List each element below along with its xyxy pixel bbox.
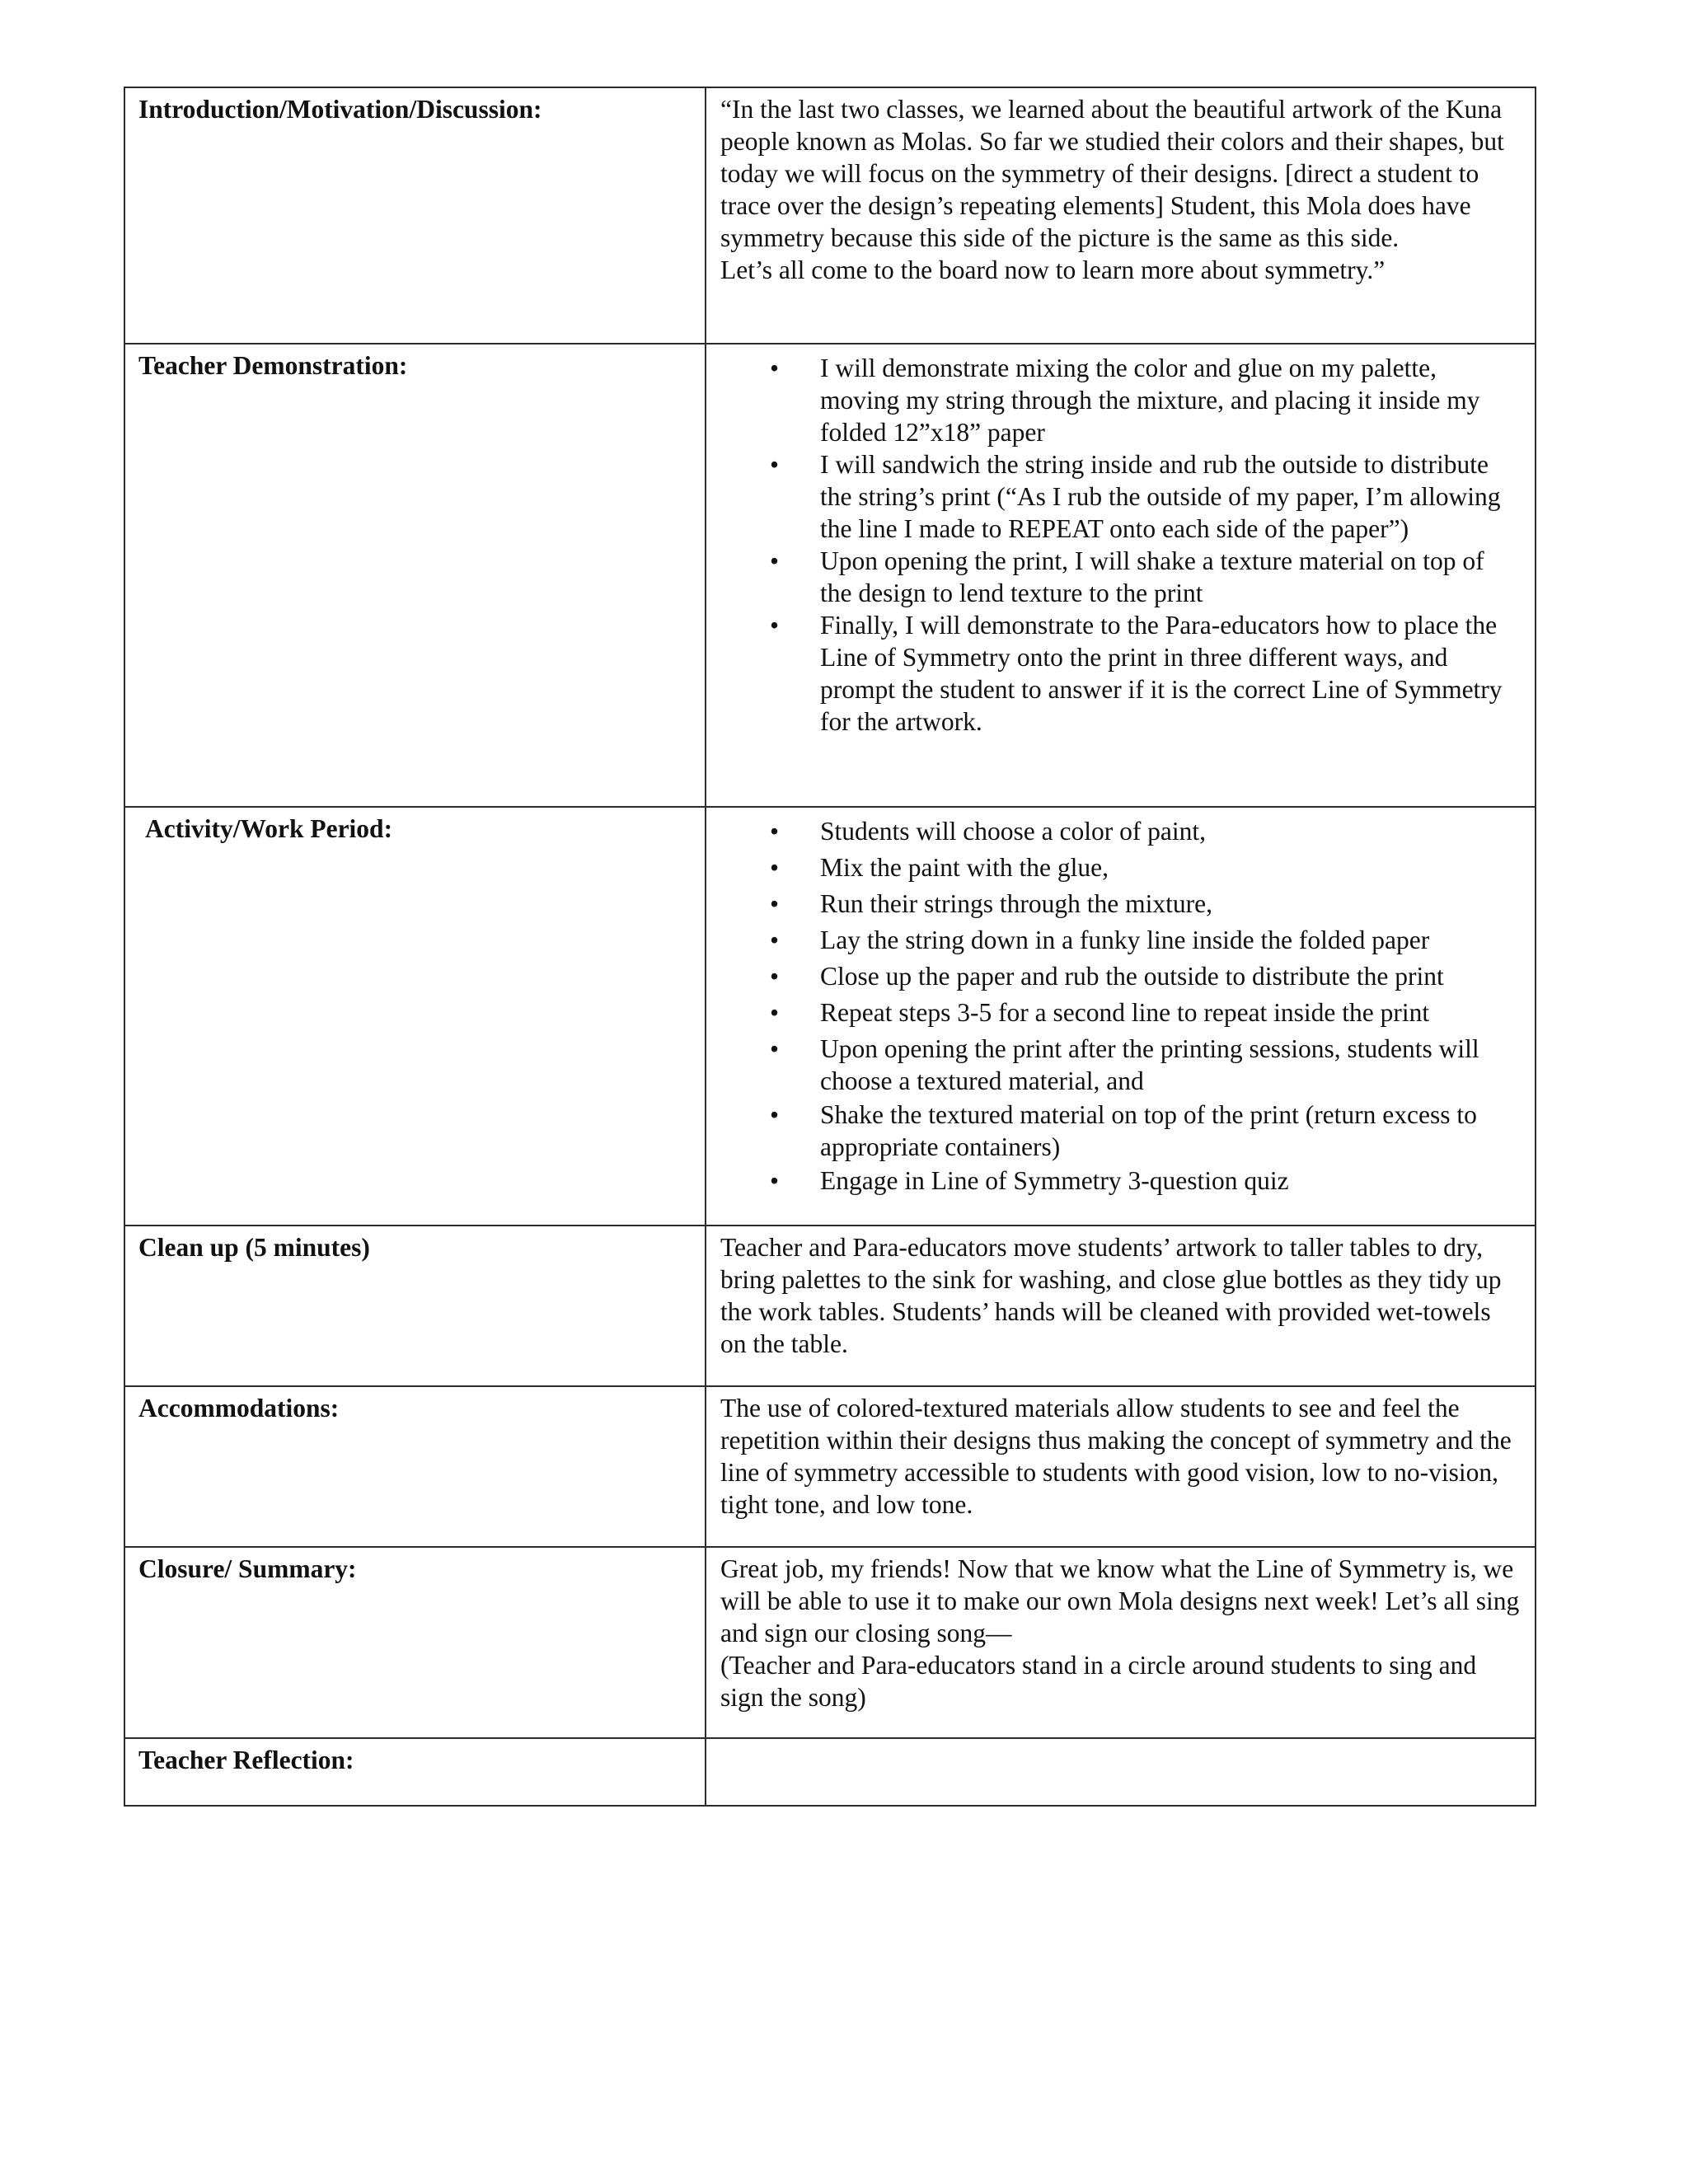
- row-label: Clean up (5 minutes): [124, 1226, 706, 1386]
- list-item-text: Mix the paint with the glue,: [820, 853, 1109, 882]
- list-item-text: I will demonstrate mixing the color and glue on my palette, moving my string through the mixture, and placing it inside my folded 12”x18” paper: [820, 354, 1480, 447]
- list-item: [720, 1099, 1520, 1163]
- bullet-icon: •: [770, 889, 780, 918]
- bullet-icon: •: [770, 354, 780, 382]
- bullet-icon: •: [770, 450, 780, 479]
- row-content: [706, 1547, 1536, 1738]
- list-item-text: Upon opening the print after the printing sessions, students will choose a textured material, and: [820, 1034, 1479, 1095]
- paragraph: The use of colored-textured materials allow students to see and feel the repetition within their designs thus making the concept of symmetry and the line of symmetry accessible to students with good vision, low to no-vision, tight tone, and low tone.: [720, 1394, 1512, 1519]
- row-content: [706, 1226, 1536, 1386]
- row-label: Accommodations:: [124, 1386, 706, 1547]
- list-item: [720, 815, 1520, 847]
- bullet-icon: •: [770, 1034, 780, 1063]
- list-item: [720, 545, 1520, 609]
- paragraph: “In the last two classes, we learned about the beautiful artwork of the Kuna people known as Molas. So far we studied their colors and their shapes, but today we will focus on the symmetry of their designs. [direct a student to trace over the design’s repeating elements] Student, this Mola does have symmetry because this side of the picture is the same as this side.: [720, 95, 1504, 252]
- row-content: [706, 344, 1536, 807]
- row-accommodations: [124, 1386, 1536, 1547]
- list-item: [720, 448, 1520, 545]
- row-label: Closure/ Summary:: [124, 1547, 706, 1738]
- bullet-icon: •: [770, 853, 780, 882]
- bullet-icon: •: [770, 546, 780, 575]
- row-teacher-demonstration: [124, 344, 1536, 807]
- row-teacher-reflection: [124, 1738, 1536, 1806]
- list-item-text: Lay the string down in a funky line inside the folded paper: [820, 926, 1430, 954]
- row-content: [706, 807, 1536, 1226]
- list-item: [720, 924, 1520, 956]
- list-item: [720, 1033, 1520, 1097]
- list-item: [720, 996, 1520, 1029]
- list-item-text: Shake the textured material on top of the print (return excess to appropriate containers): [820, 1100, 1477, 1161]
- row-activity-work-period: [124, 807, 1536, 1226]
- row-content-empty: [706, 1738, 1536, 1806]
- row-label: Teacher Demonstration:: [124, 344, 706, 807]
- paragraph: (Teacher and Para-educators stand in a circle around students to sing and sign the song): [720, 1651, 1477, 1712]
- bullet-list: [720, 815, 1520, 1197]
- list-item: [720, 352, 1520, 448]
- bullet-icon: •: [770, 926, 780, 954]
- row-content: [706, 1386, 1536, 1547]
- bullet-icon: •: [770, 817, 780, 846]
- bullet-icon: •: [770, 1100, 780, 1129]
- row-content: [706, 87, 1536, 344]
- row-closure-summary: [124, 1547, 1536, 1738]
- row-label: Activity/Work Period:: [124, 807, 706, 1226]
- paragraph: Great job, my friends! Now that we know what the Line of Symmetry is, we will be able to use it to make our own Mola designs next week! Let’s all sing and sign our closing song—: [720, 1554, 1520, 1647]
- paragraph: Let’s all come to the board now to learn more about symmetry.”: [720, 255, 1386, 284]
- list-item-text: Repeat steps 3-5 for a second line to repeat inside the print: [820, 998, 1430, 1027]
- list-item: [720, 851, 1520, 883]
- row-label: Introduction/Motivation/Discussion:: [124, 87, 706, 344]
- row-introduction: [124, 87, 1536, 344]
- list-item-text: Engage in Line of Symmetry 3-question quiz: [820, 1166, 1289, 1195]
- list-item: [720, 609, 1520, 738]
- bullet-icon: •: [770, 962, 780, 991]
- paragraph: Teacher and Para-educators move students’ artwork to taller tables to dry, bring palettes to the sink for washing, and close glue bottles as they tidy up the work tables. Students’ hands will be cleaned with provided wet-towels on the table.: [720, 1233, 1502, 1358]
- bullet-list: [720, 352, 1520, 738]
- list-item-text: I will sandwich the string inside and rub the outside to distribute the string’s print (“As I rub the outside of my paper, I’m allowing the line I made to REPEAT onto each side of the paper”): [820, 450, 1501, 543]
- list-item-text: Students will choose a color of paint,: [820, 817, 1207, 846]
- list-item: [720, 888, 1520, 920]
- list-item-text: Close up the paper and rub the outside to distribute the print: [820, 962, 1444, 991]
- row-label: Teacher Reflection:: [124, 1738, 706, 1806]
- list-item-text: Finally, I will demonstrate to the Para-educators how to place the Line of Symmetry onto the print in three different ways, and prompt the student to answer if it is the correct Line of Symmetry for the artwork.: [820, 611, 1503, 736]
- list-item-text: Upon opening the print, I will shake a texture material on top of the design to lend texture to the print: [820, 546, 1484, 607]
- bullet-icon: •: [770, 611, 780, 640]
- list-item: [720, 960, 1520, 992]
- row-clean-up: [124, 1226, 1536, 1386]
- bullet-icon: •: [770, 998, 780, 1027]
- lesson-plan-table: [124, 87, 1536, 1807]
- list-item: [720, 1165, 1520, 1197]
- list-item-text: Run their strings through the mixture,: [820, 889, 1212, 918]
- bullet-icon: •: [770, 1166, 780, 1195]
